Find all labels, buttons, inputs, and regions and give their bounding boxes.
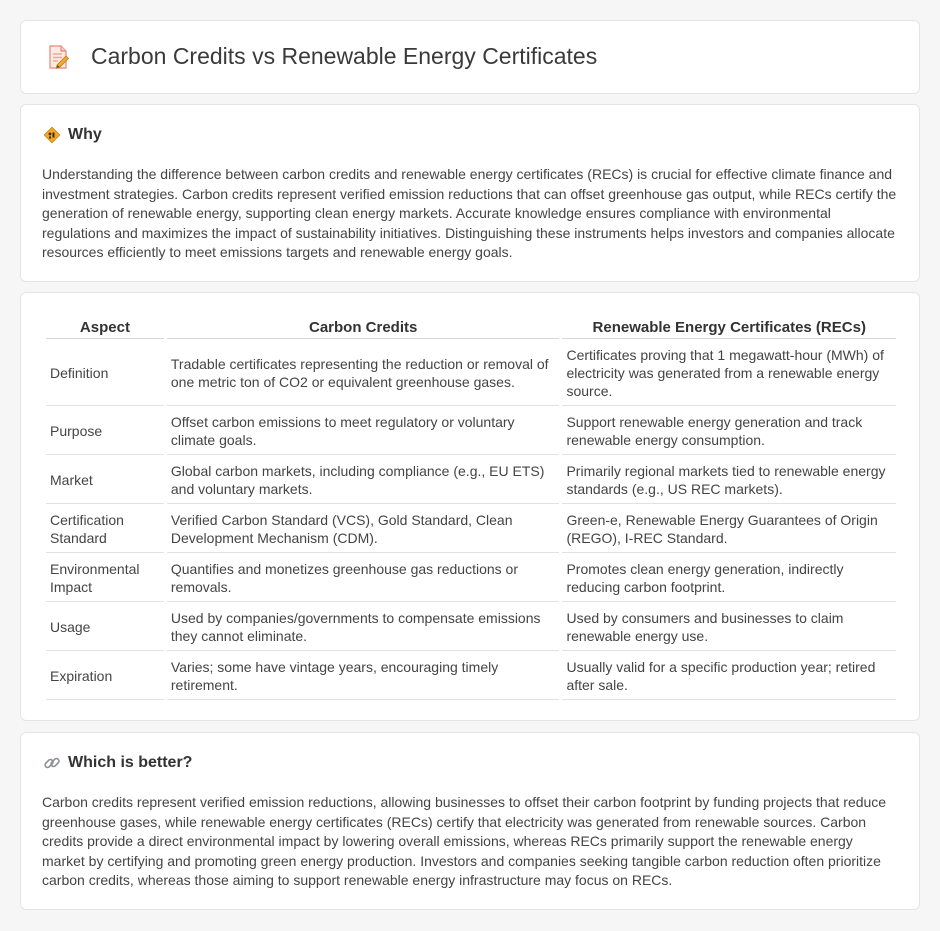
which-is-better-title: Which is better?: [68, 754, 193, 771]
why-section: [20, 104, 920, 282]
link-icon: [43, 754, 61, 772]
document-pencil-icon: [45, 44, 71, 70]
header-card: [20, 20, 920, 94]
row-aspect: Environmental Impact: [46, 555, 164, 602]
which-is-better-body: Carbon credits represent verified emission reductions, allowing businesses to offset their carbon footprint by funding projects that reduce greenhouse gases, while renewable energy certificates (RECs) certify that electricity was generated from renewable sources. Carbon credits provide a direct environmental impact by lowering overall emissions, whereas RECs primarily support the renewable energy market by certifying and promoting green energy production. Investors and companies seeking tangible carbon reduction often prioritize carbon credits, whereas those aiming to support renewable energy infrastructure may focus on RECs.: [42, 794, 887, 889]
which-is-better-section: [20, 732, 920, 910]
comparison-table: [43, 313, 899, 702]
row-carbon-credits: Varies; some have vintage years, encouraging timely retirement.: [167, 653, 560, 700]
row-aspect: Market: [46, 457, 164, 504]
row-recs: Used by consumers and businesses to claim renewable energy use.: [562, 604, 896, 651]
why-title: Why: [68, 126, 102, 143]
row-carbon-credits: Verified Carbon Standard (VCS), Gold Standard, Clean Development Mechanism (CDM).: [167, 506, 560, 553]
row-recs: Promotes clean energy generation, indirectly reducing carbon footprint.: [562, 555, 896, 602]
table-row: [46, 653, 896, 700]
why-body: Understanding the difference between carbon credits and renewable energy certificates (RECs) is crucial for effective climate finance and investment strategies. Carbon credits represent verified emission reductions that can offset greenhouse gas output, while RECs certify the generation of renewable energy, supporting clean energy markets. Accurate knowledge ensures compliance with environmental regulations and maximizes the impact of sustainability initiatives. Distinguishing these instruments helps investors and companies allocate resources efficiently to meet emissions targets and renewable energy goals.: [42, 166, 897, 261]
row-carbon-credits: Offset carbon emissions to meet regulatory or voluntary climate goals.: [167, 408, 560, 455]
row-aspect: Expiration: [46, 653, 164, 700]
row-recs: Primarily regional markets tied to renewable energy standards (e.g., US REC markets).: [562, 457, 896, 504]
row-recs: Support renewable energy generation and track renewable energy consumption.: [562, 408, 896, 455]
row-aspect: Certification Standard: [46, 506, 164, 553]
row-recs: Certificates proving that 1 megawatt-hour (MWh) of electricity was generated from a renewable energy source.: [562, 341, 896, 406]
table-row: [46, 457, 896, 504]
row-aspect: Definition: [46, 341, 164, 406]
column-header-carbon-credits: Carbon Credits: [167, 315, 560, 339]
page-title: Carbon Credits vs Renewable Energy Certificates: [91, 43, 598, 69]
row-aspect: Purpose: [46, 408, 164, 455]
comparison-table-card: [20, 292, 920, 721]
diamond-sign-icon: [43, 126, 61, 144]
table-header-row: [46, 315, 896, 339]
column-header-recs: Renewable Energy Certificates (RECs): [562, 315, 896, 339]
row-carbon-credits: Global carbon markets, including compliance (e.g., EU ETS) and voluntary markets.: [167, 457, 560, 504]
table-row: [46, 408, 896, 455]
column-header-aspect: Aspect: [46, 315, 164, 339]
row-carbon-credits: Used by companies/governments to compensate emissions they cannot eliminate.: [167, 604, 560, 651]
row-carbon-credits: Quantifies and monetizes greenhouse gas reductions or removals.: [167, 555, 560, 602]
row-recs: Green-e, Renewable Energy Guarantees of Origin (REGO), I-REC Standard.: [562, 506, 896, 553]
row-recs: Usually valid for a specific production year; retired after sale.: [562, 653, 896, 700]
table-row: [46, 506, 896, 553]
table-row: [46, 604, 896, 651]
row-carbon-credits: Tradable certificates representing the reduction or removal of one metric ton of CO2 or equivalent greenhouse gases.: [167, 341, 560, 406]
table-row: [46, 555, 896, 602]
table-row: [46, 341, 896, 406]
row-aspect: Usage: [46, 604, 164, 651]
